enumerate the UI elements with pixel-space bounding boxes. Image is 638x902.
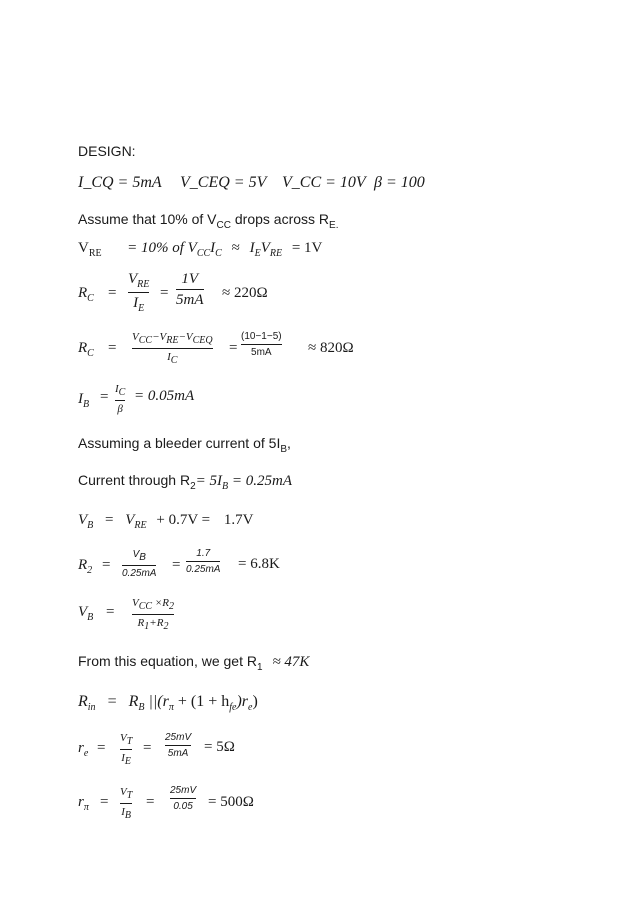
- rc1-result: ≈ 220Ω: [222, 285, 268, 301]
- r1-result-text: From this equation, we get $R_1 \approx 47K$: [78, 653, 310, 673]
- assumption-text: [78, 212, 338, 231]
- vre-lhs: V: [78, 240, 89, 256]
- assume-sub2: E.: [329, 219, 339, 231]
- given-vcc: V_CC = 10V: [282, 174, 366, 191]
- rpi-fraction1: $V_T$ $I_B$: [120, 786, 133, 822]
- re-lhs: $r_e$: [78, 740, 89, 759]
- r2-eq2: =: [172, 557, 181, 573]
- heading: DESIGN:: [78, 143, 136, 159]
- rc2-lhs: $R_C$: [78, 340, 94, 359]
- rc1-fraction2: 1V 5mA: [176, 271, 204, 308]
- rc1-eq: =: [108, 285, 117, 301]
- rc2-eq: =: [108, 340, 117, 356]
- vre-rhs2: I: [210, 240, 216, 256]
- given-beta: β = 100: [374, 174, 425, 191]
- ib-eq: =: [100, 389, 109, 405]
- r2-fraction1: $V_B$ 0.25mA: [122, 549, 157, 579]
- rc1-fraction1: $V_{RE}$ $I_E$: [128, 271, 150, 314]
- vre-approx: ≈: [231, 240, 240, 256]
- rin-equation: $R_{in} = R_B$ $||(r_\pi + (1 + h_{fe})r_e)$: [78, 693, 258, 714]
- vre-rhs: = 10% of V: [127, 240, 197, 256]
- vre-result: = 1V: [291, 240, 323, 256]
- bleeder-text: Assuming a bleeder current of $5I_B$,: [78, 435, 291, 455]
- rpi-lhs: $r_\pi$: [78, 794, 89, 813]
- rc1-lhs: $R_C$: [78, 285, 94, 304]
- assume-sub1: CC: [216, 219, 231, 231]
- given-icq: I_CQ = 5mA: [78, 174, 162, 191]
- rc2-fraction1: $V_{CC}-V_{RE}-V_{CEQ}$ $I_C$: [132, 331, 213, 367]
- assume-part2: drops across R: [230, 211, 330, 227]
- vre-equation: [78, 241, 322, 259]
- re-eq2: =: [143, 740, 152, 756]
- ib-fraction: $I_C$ β: [115, 383, 126, 416]
- ib-lhs: $I_B$: [78, 391, 90, 410]
- r2-lhs: $R_2$: [78, 557, 93, 576]
- given-vceq: V_CEQ = 5V: [180, 174, 267, 191]
- re-fraction2: 25mV 5mA: [165, 732, 192, 759]
- vre-rhs4: V: [260, 240, 270, 256]
- re-result: = 5Ω: [204, 739, 235, 755]
- assume-part1: Assume that 10% of V: [78, 211, 217, 227]
- ib-result: = 0.05mA: [134, 388, 195, 404]
- rpi-fraction2: 25mV 0.05: [170, 785, 197, 812]
- r2-eq: =: [102, 557, 111, 573]
- current-through-r2: Current through $R_2= 5I_B = 0.25mA$: [78, 472, 292, 492]
- rpi-eq: =: [100, 794, 109, 810]
- rc2-result: ≈ 820Ω: [308, 340, 354, 356]
- re-fraction1: $V_T$ $I_E$: [120, 732, 133, 768]
- vre-rhs4-sub: RE: [269, 248, 283, 259]
- rpi-eq2: =: [146, 794, 155, 810]
- vre-lhs-sub: RE: [88, 248, 102, 259]
- re-eq: =: [97, 740, 106, 756]
- vre-rhs-sub: CC: [196, 248, 211, 259]
- vre-rhs3: I: [249, 240, 255, 256]
- vb2-fraction: $V_{CC} \times R_2$ $R_1+R_2$: [132, 597, 174, 633]
- rc2-eq2: =: [229, 340, 238, 356]
- vb2-lhs: $V_B$: [78, 604, 94, 623]
- vre-rhs2-sub: C: [215, 248, 222, 259]
- r2-result: = 6.8K: [238, 556, 280, 572]
- r2-fraction2: 1.7 0.25mA: [186, 548, 221, 575]
- rpi-result: = 500Ω: [208, 794, 254, 810]
- vb2-eq: =: [106, 604, 115, 620]
- vb-equation: $V_B = V_{RE} + 0.7V = 1.7V$: [78, 512, 254, 531]
- rc1-eq2: =: [160, 285, 169, 301]
- vre-rhs3-sub: E: [254, 248, 261, 259]
- rc2-fraction2: (10−1−5) 5mA: [241, 331, 282, 358]
